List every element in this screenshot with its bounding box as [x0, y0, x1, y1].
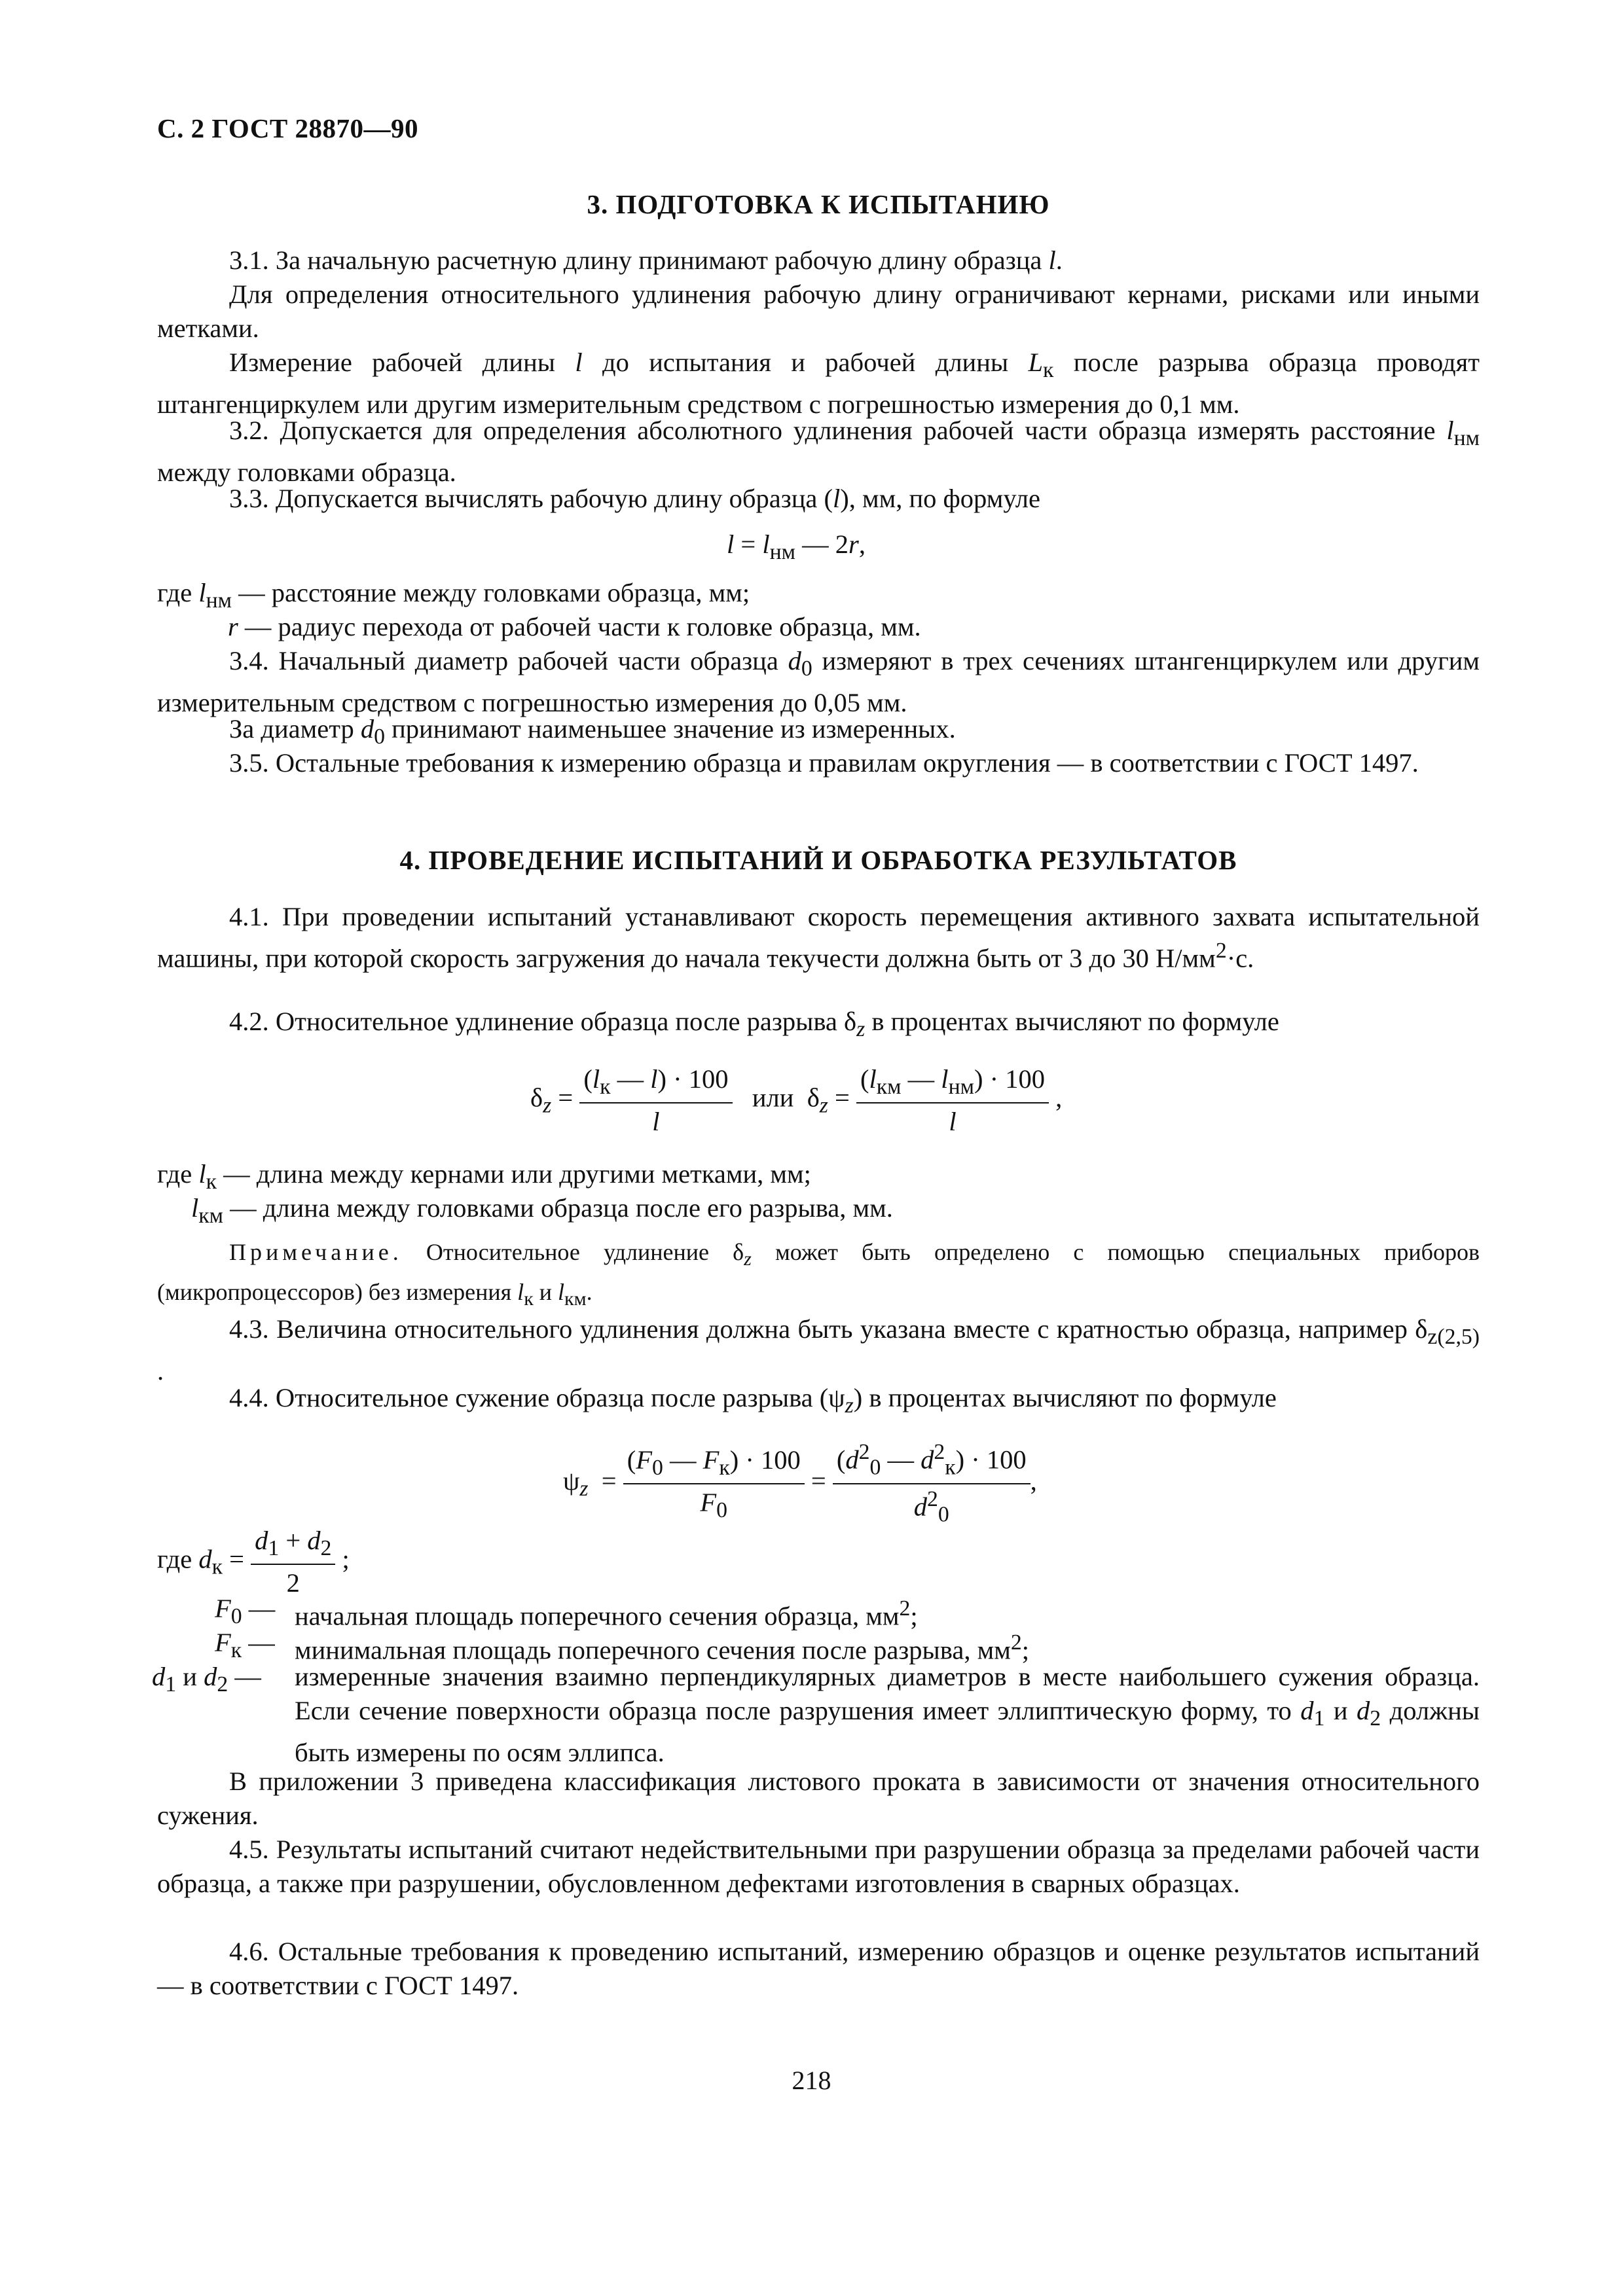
note: Примечание. Относительное удлинение $\delta_z$ может быть определено с помощью специальных приборов (микропроцессоров) без измерения $l_к$ и $l_{км}$. — [157, 1239, 1480, 1310]
paragraph-4-3: 4.3. Величина относительного удлинения должна быть указана вместе с кратностью образца, например $\delta_{z(2,5)}$ . — [157, 1314, 1480, 1386]
section-3-title: 3. ПОДГОТОВКА К ИСПЫТАНИЮ — [587, 189, 1050, 219]
paragraph-3-5: 3.5. Остальные требования к измерению образца и правилам округления — в соответствии с ГОСТ 1497. — [229, 748, 1419, 778]
formula-psi: $\psi_z$ = $\frac{(F_0 — F_к) \cdot 100}{F_0}$ = $\frac{(d^2_0 — d^2_к) \cdot 100}{d^2_0}$ , — [563, 1440, 1037, 1527]
def-Fk-symbol: $F_к$ — — [215, 1628, 275, 1663]
paragraph-3-1: 3.1. За начальную расчетную длину принимают рабочую длину образца l. — [229, 245, 1063, 275]
paragraph-4-5: 4.5. Результаты испытаний считают недействительными при разрушении образца за пределами рабочей части образца, а также при разрушении, обусловленном дефектами изготовления в сварных образцах. — [157, 1835, 1480, 1898]
where-r: r — радиус перехода от рабочей части к головке образца, мм. — [228, 612, 921, 641]
paragraph-4-4: 4.4. Относительное сужение образца после разрыва $(\psi_z)$ в процентах вычисляют по формуле — [229, 1383, 1277, 1418]
def-Fk-text: минимальная площадь поперечного сечения после разрыва, $мм^2$; — [295, 1630, 1029, 1665]
formula-dk: где $d_к$ = $\frac{d_1 + d_2}{2}$ ; — [157, 1526, 350, 1598]
def-F0-text: начальная площадь поперечного сечения образца, $мм^2$; — [295, 1596, 918, 1631]
paragraph-3-4-b: За диаметр $d_0$ принимают наименьшее значение из измеренных. — [229, 714, 956, 749]
where-lk: где $l_к$ — длина между кернами или другими метками, мм; — [157, 1159, 811, 1194]
paragraph-3-2: 3.2. Допускается для определения абсолютного удлинения рабочей части образца измерять расстояние $l_{нм}$ между головками образца. — [157, 416, 1480, 488]
paragraph-4-1: 4.1. При проведении испытаний устанавливают скорость перемещения активного захвата испытательной машины, при которой скорость загружения до начала текучести должна быть от 3 до 30 $Н/мм^2\cdot с$. — [157, 902, 1480, 973]
where-lkm: $l_{км}$ — длина между головками образца после его разрыва, мм. — [191, 1193, 893, 1229]
paragraph-3-3: 3.3. Допускается вычислять рабочую длину образца (l), мм, по формуле — [229, 484, 1040, 513]
paragraph-4-2: 4.2. Относительное удлинение образца после разрыва $\delta_z$ в процентах вычисляют по формуле — [229, 1007, 1279, 1042]
formula-l: $l = l_{нм}$ — 2r, — [727, 529, 866, 565]
def-F0-symbol: $F_0$ — — [215, 1594, 276, 1629]
paragraph-annex: В приложении 3 приведена классификация листового проката в зависимости от значения относительного сужения. — [157, 1767, 1480, 1830]
section-4-title: 4. ПРОВЕДЕНИЕ ИСПЫТАНИЙ И ОБРАБОТКА РЕЗУЛЬТАТОВ — [399, 845, 1237, 875]
def-d-symbol: $d_1$ и $d_2$ — — [152, 1662, 261, 1697]
where-lnm: где $l_{нм}$ — расстояние между головками образца, мм; — [157, 578, 750, 613]
def-d-text: измеренные значения взаимно перпендикулярных диаметров в месте наибольшего сужения образца. Если сечение поверхности образца после разрушения имеет эллиптическую форму, то $d_1$ и $d_2$ должны быть измерены по осям эллипса. — [295, 1662, 1480, 1768]
paragraph-4-6: 4.6. Остальные требования к проведению испытаний, измерению образцов и оценке результатов испытаний — в соответствии с ГОСТ 1497. — [157, 1937, 1480, 2000]
paragraph-3-1-b: Для определения относительного удлинения рабочую длину ограничивают кернами, рисками или иными метками. — [157, 279, 1480, 343]
paragraph-3-4: 3.4. Начальный диаметр рабочей части образца $d_0$ измеряют в трех сечениях штангенциркулем или другим измерительным средством с погрешностью измерения до 0,05 мм. — [157, 646, 1480, 718]
page-number: 218 — [792, 2066, 831, 2095]
running-head: С. 2 ГОСТ 28870—90 — [157, 113, 419, 143]
paragraph-3-1-c: Измерение рабочей длины l до испытания и рабочей длины $L_к$ после разрыва образца проводят штангенциркулем или другим измерительным средством с погрешностью измерения до 0,1 мм. — [157, 348, 1480, 420]
formula-delta: $\delta_z$ = $\frac{(l_к — l) \cdot 100}{l}$ или $\delta_z$ = $\frac{(l_{км} — l_{нм}) \cdot 100}{l}$ , — [530, 1064, 1063, 1137]
